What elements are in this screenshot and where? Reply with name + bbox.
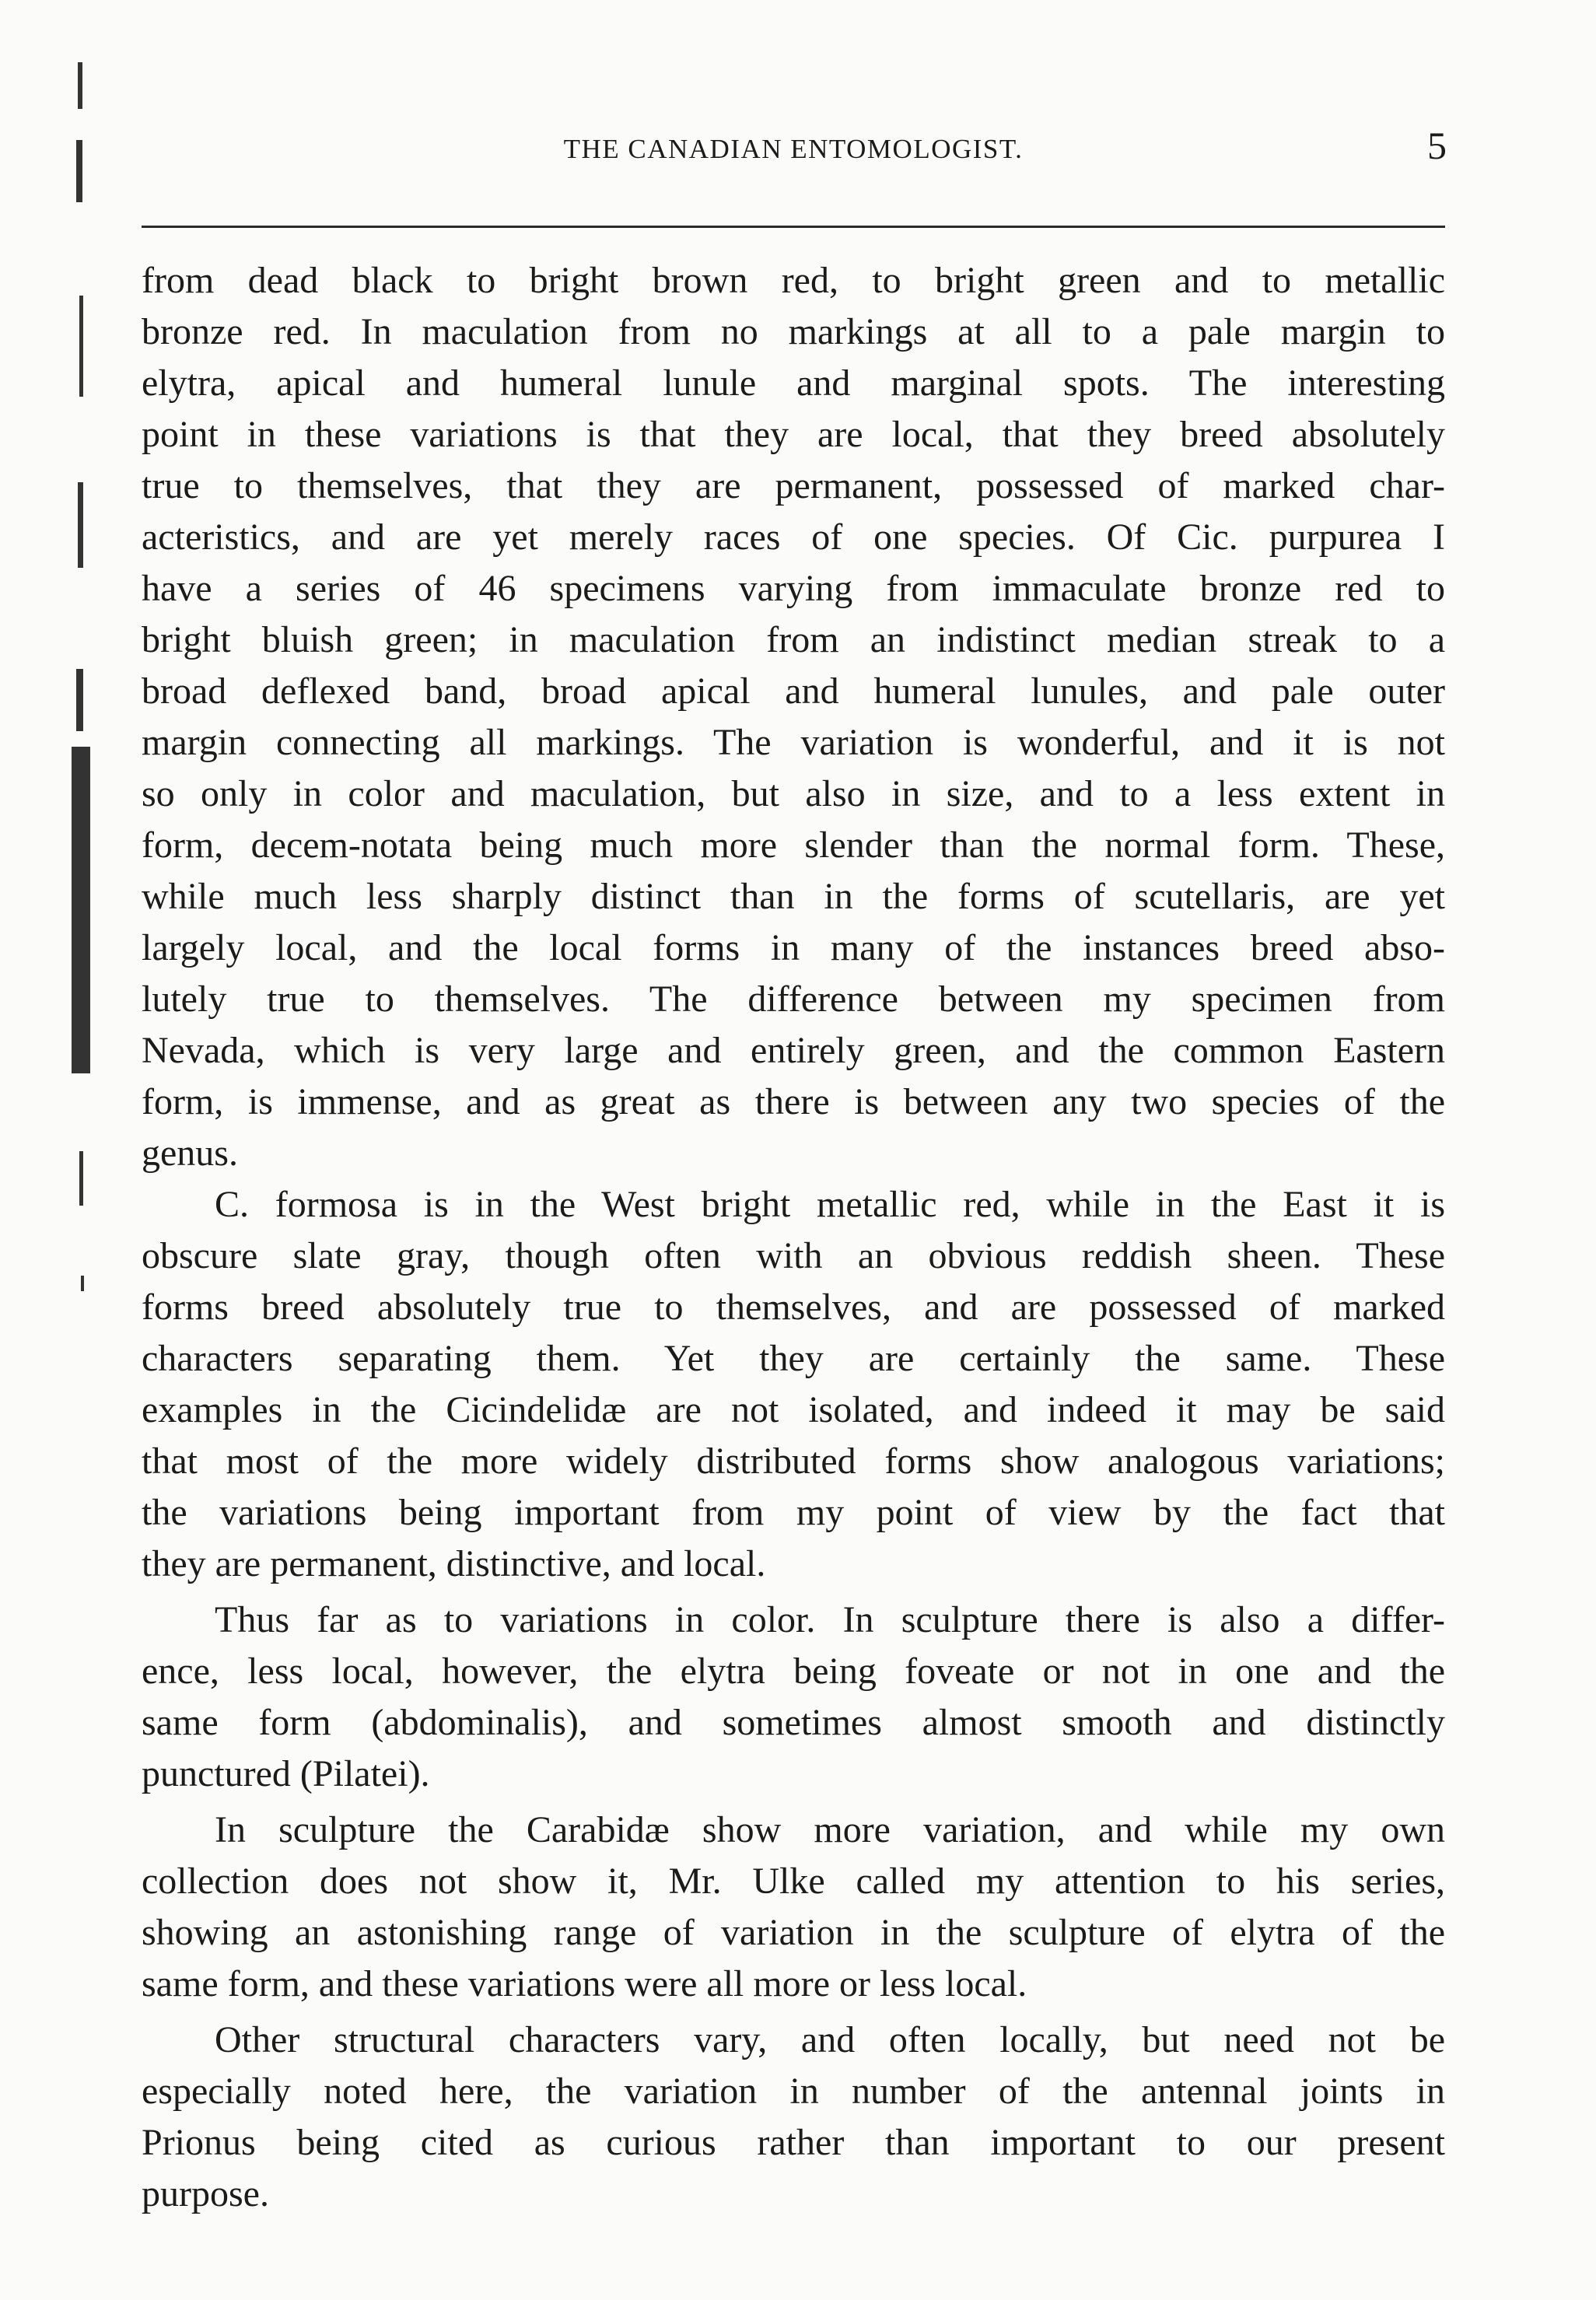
text-line: especially noted here, the variation in number of the antennal joints in	[142, 2071, 1445, 2112]
paragraph	[142, 2015, 1445, 2220]
binding-edge-marks	[31, 62, 101, 1346]
text-line: form, is immense, and as great as there is between any two species of the	[142, 1081, 1445, 1122]
text-line: true to themselves, that they are permanent, possessed of marked char-	[142, 465, 1445, 506]
text-line: In sculpture the Carabidæ show more variation, and while my own	[215, 1809, 1445, 1850]
text-line: that most of the more widely distributed forms show analogous variations;	[142, 1441, 1445, 1482]
text-line: lutely true to themselves. The difference between my specimen from	[142, 978, 1445, 1020]
text-line: so only in color and maculation, but also in size, and to a less extent in	[142, 773, 1445, 814]
text-line: while much less sharply distinct than in the forms of scutellaris, are yet	[142, 876, 1445, 917]
text-line: acteristics, and are yet merely races of one species. Of Cic. purpurea I	[142, 516, 1445, 558]
text-line: showing an astonishing range of variation in the sculpture of elytra of the	[142, 1912, 1445, 1953]
page-number: 5	[1427, 124, 1447, 167]
text-line: ence, less local, however, the elytra being foveate or not in one and the	[142, 1651, 1445, 1692]
text-line: have a series of 46 specimens varying from immaculate bronze red to	[142, 568, 1445, 609]
body-text	[142, 255, 1445, 2220]
text-line: broad deflexed band, broad apical and humeral lunules, and pale outer	[142, 670, 1445, 712]
text-line: Prionus being cited as curious rather than important to our present	[142, 2122, 1445, 2163]
text-line: Nevada, which is very large and entirely green, and the common Eastern	[142, 1030, 1445, 1071]
text-line: largely local, and the local forms in many of the instances breed abso-	[142, 927, 1445, 968]
header-rule	[142, 226, 1445, 228]
text-line: bright bluish green; in maculation from an indistinct median streak to a	[142, 619, 1445, 660]
paragraph	[142, 255, 1445, 1179]
text-line: Other structural characters vary, and often locally, but need not be	[215, 2019, 1445, 2060]
text-line: point in these variations is that they are local, that they breed absolutely	[142, 414, 1445, 455]
text-line: punctured (Pilatei).	[142, 1753, 430, 1794]
text-line: genus.	[142, 1132, 238, 1174]
text-line: form, decem-notata being much more slender than the normal form. These,	[142, 824, 1445, 866]
text-line: C. formosa is in the West bright metallic red, while in the East it is	[215, 1184, 1445, 1225]
text-line: same form (abdominalis), and sometimes almost smooth and distinctly	[142, 1702, 1445, 1743]
paragraph	[142, 1805, 1445, 2010]
paragraph	[142, 1179, 1445, 1590]
text-line: bronze red. In maculation from no markings at all to a pale margin to	[142, 311, 1445, 352]
text-line: the variations being important from my point of view by the fact that	[142, 1492, 1445, 1533]
running-title: THE CANADIAN ENTOMOLOGIST.	[563, 134, 1024, 164]
text-line: they are permanent, distinctive, and local.	[142, 1543, 766, 1584]
text-line: forms breed absolutely true to themselves, and are possessed of marked	[142, 1287, 1445, 1328]
paragraph	[142, 1595, 1445, 1800]
text-line: obscure slate gray, though often with an obvious reddish sheen. These	[142, 1235, 1445, 1276]
text-line: same form, and these variations were all more or less local.	[142, 1963, 1027, 2004]
text-line: margin connecting all markings. The variation is wonderful, and it is not	[142, 722, 1445, 763]
text-line: from dead black to bright brown red, to bright green and to metallic	[142, 260, 1445, 301]
page-header	[140, 124, 1447, 180]
text-line: purpose.	[142, 2173, 269, 2214]
text-line: collection does not show it, Mr. Ulke called my attention to his series,	[142, 1861, 1445, 1902]
text-line: Thus far as to variations in color. In sculpture there is also a differ-	[215, 1599, 1445, 1640]
text-line: elytra, apical and humeral lunule and marginal spots. The interesting	[142, 362, 1445, 404]
text-line: characters separating them. Yet they are certainly the same. These	[142, 1338, 1445, 1379]
text-line: examples in the Cicindelidæ are not isolated, and indeed it may be said	[142, 1389, 1445, 1430]
